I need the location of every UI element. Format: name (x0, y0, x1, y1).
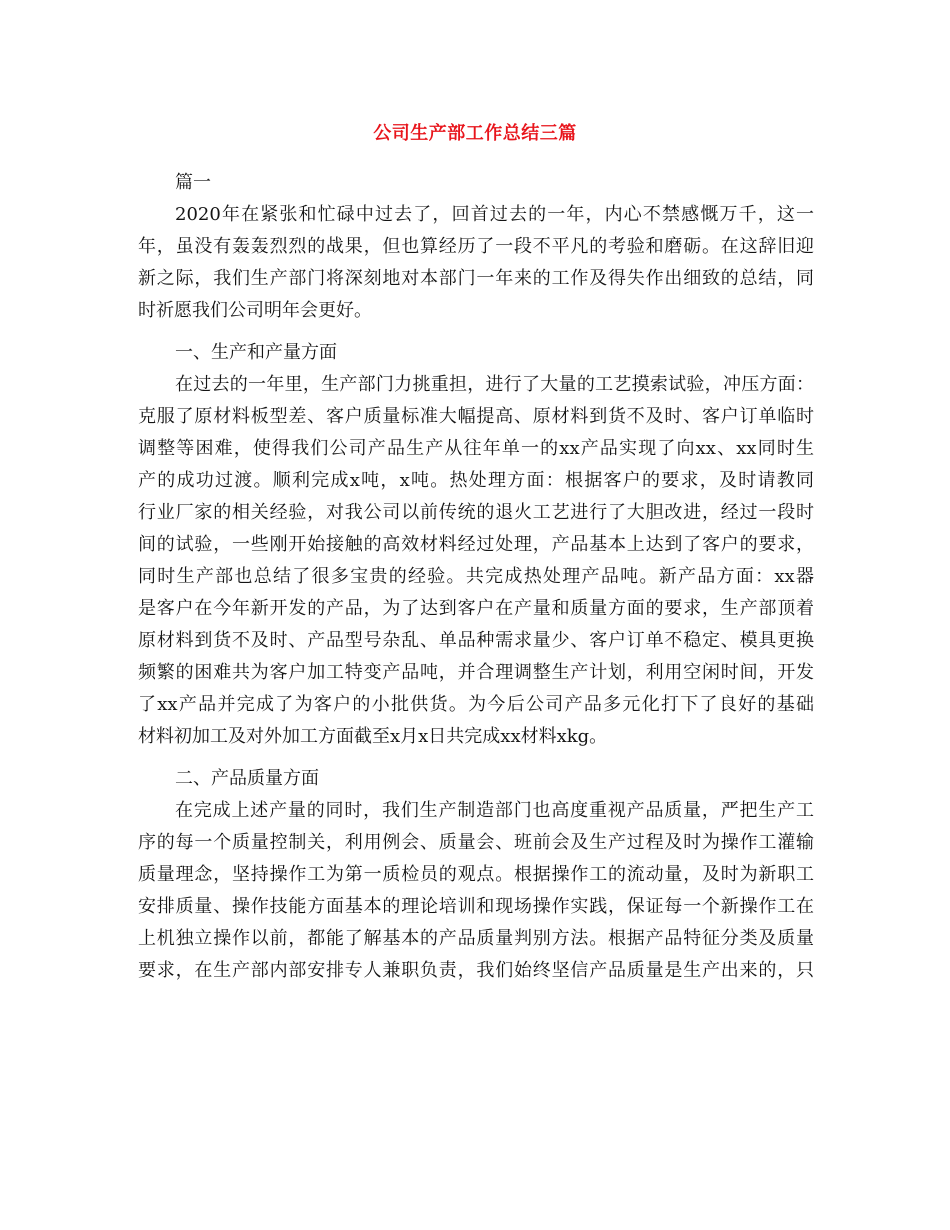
paragraph-line: 要求，在生产部内部安排专人兼职负责，我们始终坚信产品质量是生产出来的，只 (138, 960, 814, 981)
paragraph-line: 2020年在紧张和忙碌中过去了，回首过去的一年，内心不禁感慨万千，这一 (175, 204, 814, 225)
paragraph-line: 材料初加工及对外加工方面截至x月x日共完成xx材料xkg。 (138, 726, 608, 747)
paragraph-line: 序的每一个质量控制关，利用例会、质量会、班前会及生产过程及时为操作工灌输 (138, 832, 814, 853)
paragraph-line: 频繁的困难共为客户加工特变产品吨，并合理调整生产计划，利用空闲时间，开发 (138, 662, 814, 683)
paragraph-line: 年，虽没有轰轰烈烈的战果，但也算经历了一段不平凡的考验和磨砺。在这辞旧迎 (138, 236, 814, 257)
paragraph-line: 调整等困难，使得我们公司产品生产从往年单一的xx产品实现了向xx、xx同时生 (138, 438, 814, 459)
section-heading: 二、产品质量方面 (175, 768, 319, 789)
document-title: 公司生产部工作总结三篇 (373, 123, 577, 144)
paragraph-line: 是客户在今年新开发的产品，为了达到客户在产量和质量方面的要求，生产部顶着 (138, 598, 814, 619)
paragraph-line: 上机独立操作以前，都能了解基本的产品质量判别方法。根据产品特征分类及质量 (138, 928, 814, 949)
paragraph-line: 质量理念，坚持操作工为第一质检员的观点。根据操作工的流动量，及时为新职工 (138, 864, 814, 885)
section-heading: 一、生产和产量方面 (175, 342, 337, 363)
paragraph-line: 新之际，我们生产部门将深刻地对本部门一年来的工作及得失作出细致的总结，同 (138, 268, 814, 289)
paragraph-line: 产的成功过渡。顺利完成x吨，x吨。热处理方面：根据客户的要求，及时请教同 (138, 470, 814, 491)
paragraph-line: 在完成上述产量的同时，我们生产制造部门也高度重视产品质量，严把生产工 (175, 800, 814, 821)
paragraph-line: 间的试验，一些刚开始接触的高效材料经过处理，产品基本上达到了客户的要求， (138, 534, 814, 555)
paragraph-line: 了xx产品并完成了为客户的小批供货。为今后公司产品多元化打下了良好的基础 (138, 694, 814, 715)
paragraph-line: 原材料到货不及时、产品型号杂乱、单品种需求量少、客户订单不稳定、模具更换 (138, 630, 814, 651)
paragraph-line: 同时生产部也总结了很多宝贵的经验。共完成热处理产品吨。新产品方面：xx器 (138, 566, 814, 587)
paragraph-line: 安排质量、操作技能方面基本的理论培训和现场操作实践，保证每一个新操作工在 (138, 896, 814, 917)
paragraph-line: 篇一 (175, 172, 211, 193)
paragraph-line: 行业厂家的相关经验，对我公司以前传统的退火工艺进行了大胆改进，经过一段时 (138, 502, 814, 523)
paragraph-line: 在过去的一年里，生产部门力挑重担，进行了大量的工艺摸索试验，冲压方面： (175, 374, 814, 395)
paragraph-line: 时祈愿我们公司明年会更好。 (138, 300, 372, 321)
paragraph-line: 克服了原材料板型差、客户质量标准大幅提高、原材料到货不及时、客户订单临时 (138, 406, 814, 427)
